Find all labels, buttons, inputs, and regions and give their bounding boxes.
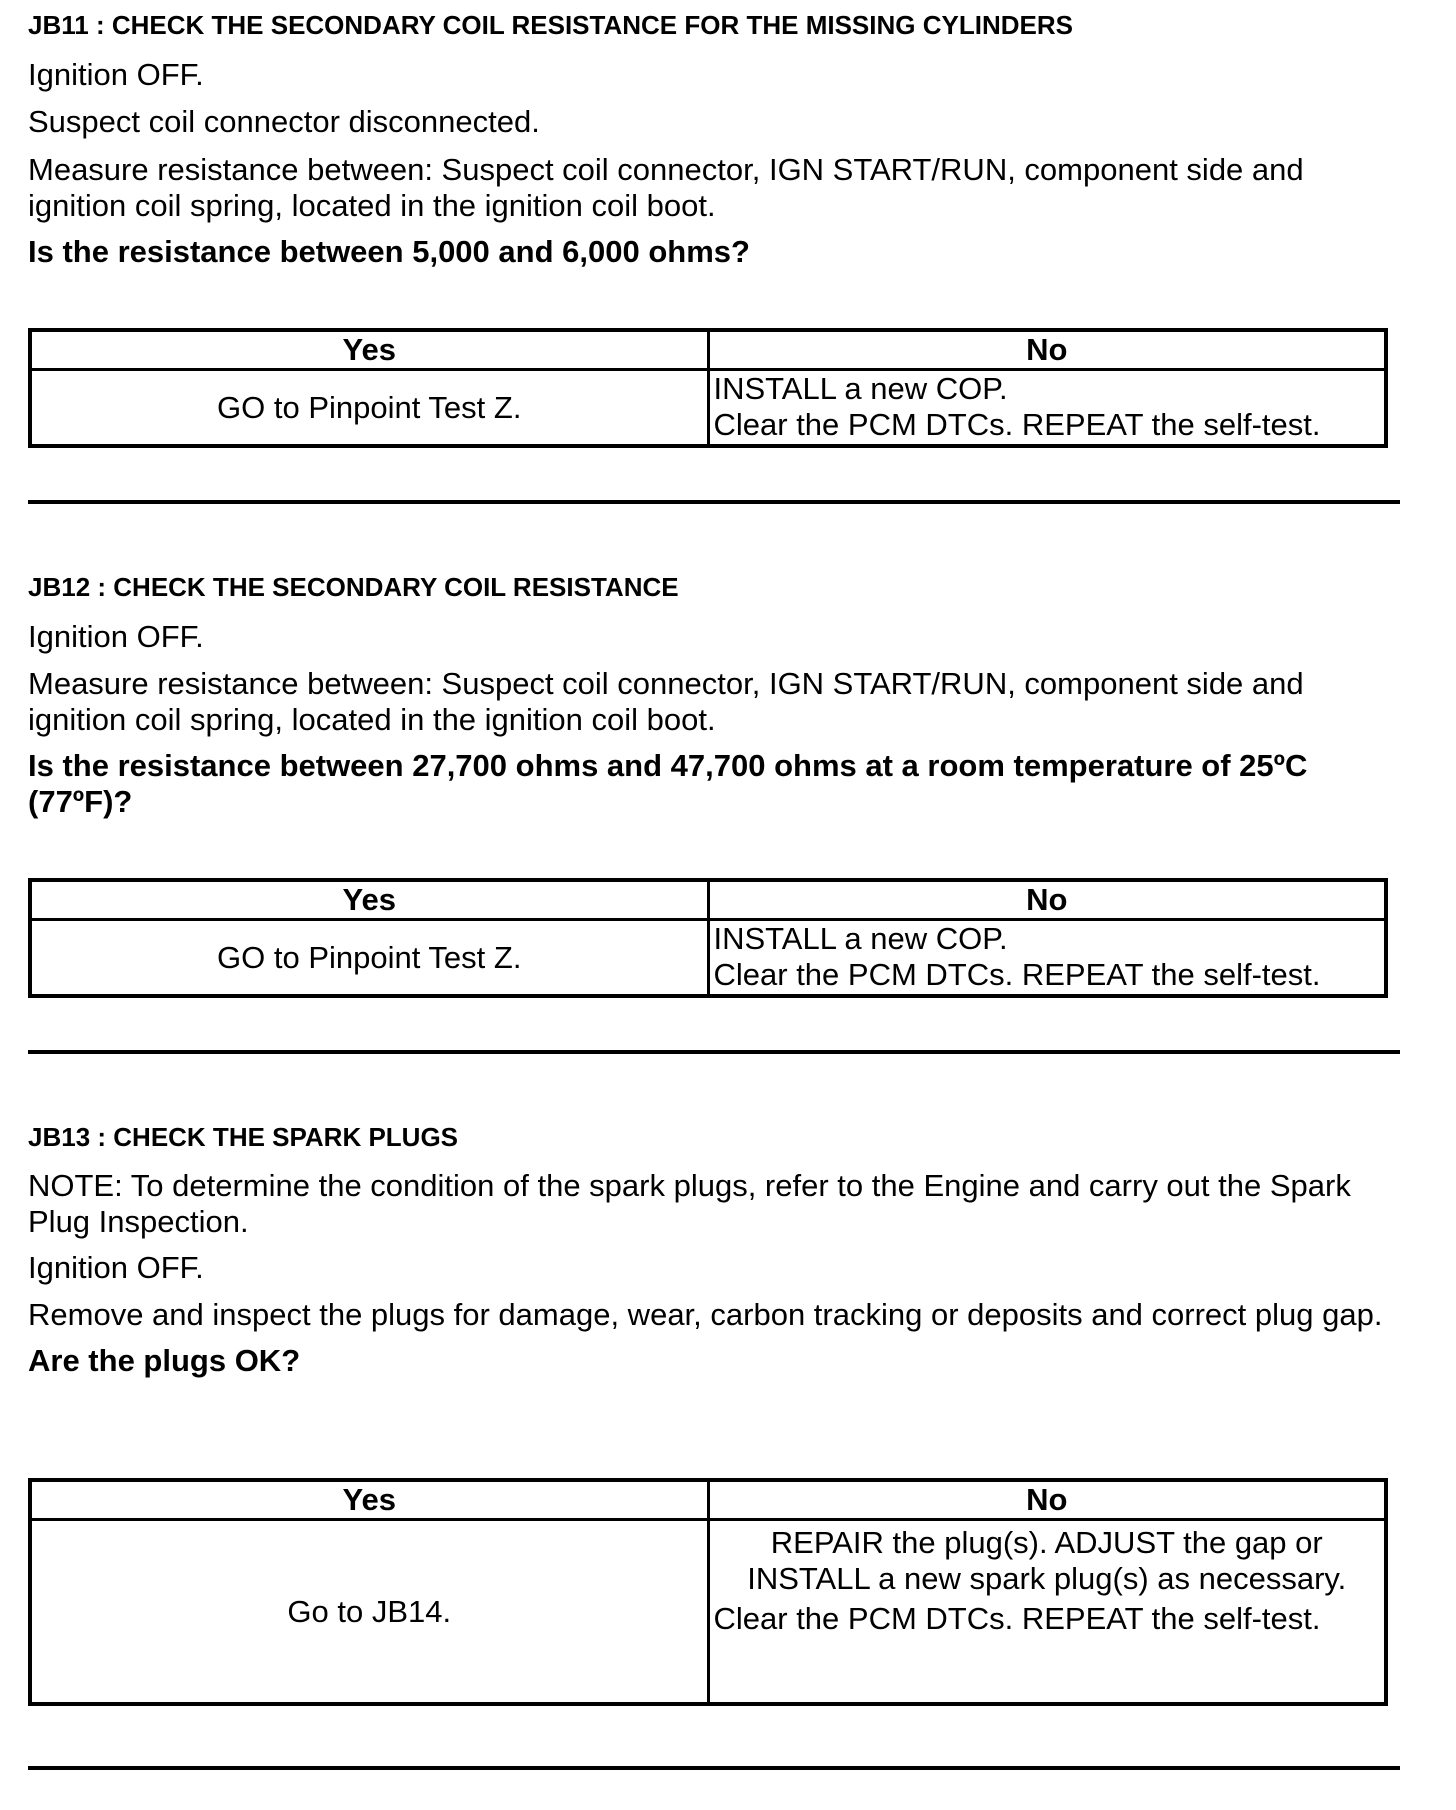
section-divider bbox=[28, 1766, 1400, 1770]
step-text: Measure resistance between: Suspect coil connector, IGN START/RUN, component side and ignition coil spring, located in the ignition coil boot. bbox=[28, 152, 1304, 223]
step-text: Ignition OFF. bbox=[28, 57, 204, 92]
no-action-line: INSTALL a new COP. bbox=[713, 921, 1008, 956]
yes-header: Yes bbox=[30, 880, 708, 920]
no-action-line: REPAIR the plug(s). ADJUST the gap or INSTALL a new spark plug(s) as necessary. bbox=[747, 1525, 1347, 1596]
no-action bbox=[708, 370, 1386, 447]
step-text: Measure resistance between: Suspect coil connector, IGN START/RUN, component side and ignition coil spring, located in the ignition coil boot. bbox=[28, 666, 1304, 737]
no-header: No bbox=[708, 1480, 1386, 1520]
section-jb12 bbox=[28, 572, 1400, 820]
section-divider bbox=[28, 500, 1400, 504]
no-action-line: Clear the PCM DTCs. REPEAT the self-test. bbox=[713, 957, 1321, 992]
yes-action bbox=[30, 1520, 708, 1705]
yes-action-text: Go to JB14. bbox=[287, 1593, 452, 1629]
result-table-jb13 bbox=[28, 1478, 1388, 1706]
step-text: Ignition OFF. bbox=[28, 619, 204, 654]
decision-question: Are the plugs OK? bbox=[28, 1343, 301, 1378]
no-action bbox=[708, 920, 1386, 997]
step-text: Ignition OFF. bbox=[28, 1250, 204, 1285]
section-jb11 bbox=[28, 10, 1400, 270]
no-header: No bbox=[708, 880, 1386, 920]
no-action-line: Clear the PCM DTCs. REPEAT the self-test. bbox=[713, 1601, 1321, 1636]
section-heading: JB12 : CHECK THE SECONDARY COIL RESISTANCE bbox=[28, 572, 679, 602]
step-text: NOTE: To determine the condition of the spark plugs, refer to the Engine and carry out the Spark Plug Inspection. bbox=[28, 1168, 1351, 1239]
yes-action-text: GO to Pinpoint Test Z. bbox=[217, 939, 522, 975]
yes-action bbox=[30, 370, 708, 447]
step-text: Remove and inspect the plugs for damage, wear, carbon tracking or deposits and correct plug gap. bbox=[28, 1297, 1383, 1332]
no-action-line: Clear the PCM DTCs. REPEAT the self-test. bbox=[713, 407, 1321, 442]
yes-action-text: GO to Pinpoint Test Z. bbox=[217, 389, 522, 425]
section-divider bbox=[28, 1050, 1400, 1054]
decision-question: Is the resistance between 27,700 ohms and 47,700 ohms at a room temperature of 25ºC (77ºF)? bbox=[28, 748, 1308, 819]
step-text: Suspect coil connector disconnected. bbox=[28, 104, 540, 139]
result-table-jb12 bbox=[28, 878, 1388, 998]
yes-action bbox=[30, 920, 708, 997]
result-table-jb11 bbox=[28, 328, 1388, 448]
section-heading: JB11 : CHECK THE SECONDARY COIL RESISTANCE FOR THE MISSING CYLINDERS bbox=[28, 10, 1073, 40]
no-action-line: INSTALL a new COP. bbox=[713, 371, 1008, 406]
section-heading: JB13 : CHECK THE SPARK PLUGS bbox=[28, 1122, 459, 1152]
yes-header: Yes bbox=[30, 330, 708, 370]
decision-question: Is the resistance between 5,000 and 6,000 ohms? bbox=[28, 234, 750, 269]
no-action bbox=[708, 1520, 1386, 1705]
no-header: No bbox=[708, 330, 1386, 370]
yes-header: Yes bbox=[30, 1480, 708, 1520]
section-jb13 bbox=[28, 1122, 1400, 1379]
